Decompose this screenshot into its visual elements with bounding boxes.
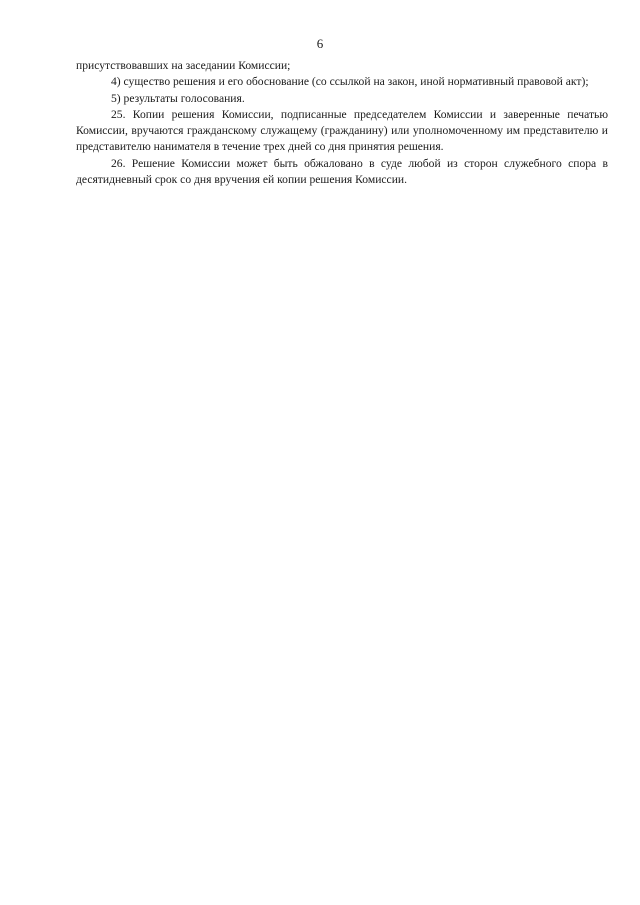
paragraph-clause-26: 26. Решение Комиссии может быть обжаловано в суде любой из сторон служебного спора в десятидневный срок со дня вручения ей копии решения Комиссии. bbox=[76, 156, 608, 187]
paragraph-continuation: присутствовавших на заседании Комиссии; bbox=[76, 59, 291, 72]
paragraph-item-4: 4) существо решения и его обоснование (со ссылкой на закон, иной нормативный правовой акт); bbox=[111, 75, 589, 89]
page-number: 6 bbox=[316, 36, 324, 51]
document-body bbox=[76, 58, 608, 188]
paragraph-clause-25: 25. Копии решения Комиссии, подписанные председателем Комиссии и заверенные печатью Комиссии, вручаются гражданскому служащему (гражданину) или уполномоченному им представителю и представителю нанимателя в течение трех дней со дня принятия решения. bbox=[76, 107, 608, 154]
paragraph-item-5: 5) результаты голосования. bbox=[111, 91, 245, 105]
